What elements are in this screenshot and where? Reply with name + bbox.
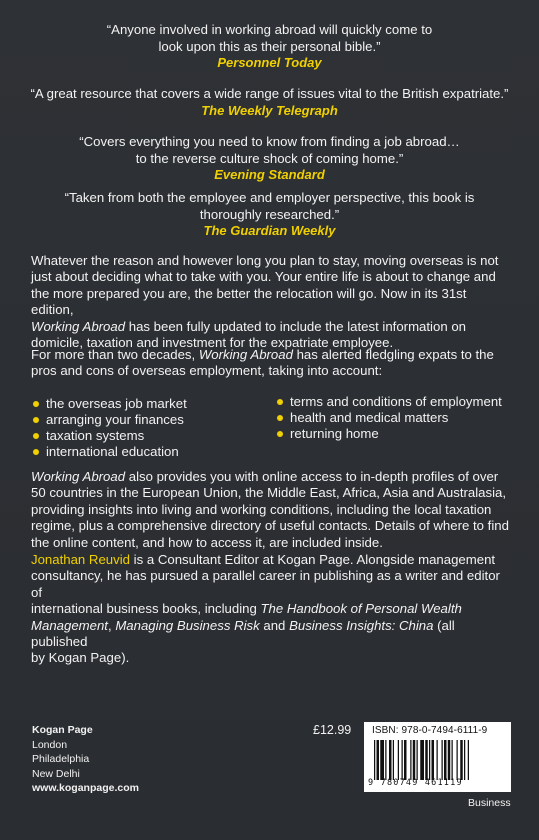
text-line: by Kogan Page). [31, 650, 130, 666]
text-line: regime, plus a comprehensive directory of useful contacts. Details of where to find [31, 518, 509, 534]
publisher-website: www.koganpage.com [32, 782, 139, 794]
list-item: international education [31, 444, 187, 460]
barcode-bar [429, 740, 430, 780]
text-line: Whatever the reason and however long you plan to stay, moving overseas is not [31, 253, 499, 268]
barcode-bar [374, 740, 375, 780]
book-title: The Handbook of Personal Wealth [260, 601, 462, 617]
category-label: Business [468, 797, 511, 809]
barcode-bar [413, 740, 416, 780]
barcode-bar [398, 740, 399, 780]
text-line: Jonathan Reuvid is a Consultant Editor at Kogan Page. Alongside management [31, 552, 496, 567]
list-item: terms and conditions of employment [275, 394, 502, 410]
publisher-name: Kogan Page [32, 724, 93, 736]
review-quote-1 [0, 22, 539, 72]
text-line: domicile, taxation and investment for the expatriate employee. [31, 335, 394, 351]
barcode-bar [377, 740, 380, 780]
barcode-bar [452, 740, 453, 780]
text-line: Working Abroad also provides you with online access to in-depth profiles of over [31, 469, 499, 484]
book-title: Managing Business Risk [115, 617, 260, 633]
barcode-bar [402, 740, 403, 780]
barcode-bar [432, 740, 435, 780]
book-title: Management [31, 617, 108, 633]
barcode-bar [404, 740, 407, 780]
topics-list-left [31, 396, 187, 460]
author-bio [31, 552, 511, 667]
list-item: health and medical matters [275, 410, 502, 426]
book-title: Working Abroad [31, 318, 126, 334]
quote-source: The Weekly Telegraph [201, 102, 338, 118]
review-quote-2 [0, 86, 539, 119]
text-line: Management, Managing Business Risk and Business Insights: China (all published [31, 617, 455, 650]
topics-list-right [275, 394, 502, 442]
barcode-bar [460, 740, 463, 780]
list-item: taxation systems [31, 428, 187, 444]
barcode-bar [420, 740, 424, 780]
barcode-bar [425, 740, 428, 780]
text-line: 50 countries in the European Union, the Middle East, Africa, Asia and Australasia, [31, 485, 507, 501]
barcode-number: 9 780749 461119 [368, 778, 463, 788]
barcode-bar [417, 740, 418, 780]
text-line: consultancy, he has pursued a parallel career in publishing as a writer and editor of [31, 568, 500, 600]
publisher-info [32, 723, 139, 796]
barcode-bar [389, 740, 392, 780]
barcode-bar [393, 740, 394, 780]
quote-line: “Taken from both the employee and employer perspective, this book is [64, 190, 475, 205]
quote-source: Personnel Today [217, 55, 322, 70]
coverage-paragraph [31, 347, 511, 380]
quote-line: to the reverse culture shock of coming home.” [135, 150, 404, 166]
barcode-block [364, 722, 511, 792]
publisher-city: New Delhi [32, 767, 80, 780]
barcode-bar [457, 740, 458, 780]
quote-line: look upon this as their personal bible.” [158, 38, 381, 54]
text-line: international business books, including The Handbook of Personal Wealth [31, 601, 462, 617]
barcode-image [374, 740, 502, 780]
publisher-city: London [32, 738, 68, 751]
quote-source: The Guardian Weekly [203, 223, 336, 238]
text-line: For more than two decades, Working Abroad has alerted fledgling expats to the [31, 347, 494, 362]
barcode-bar [444, 740, 447, 780]
review-quote-3 [0, 134, 539, 184]
text-line: just about deciding what to take with you. Your entire life is about to change and [31, 269, 496, 285]
quote-line: “Anyone involved in working abroad will quickly come to [106, 22, 433, 37]
barcode-bar [410, 740, 411, 780]
text-line: the more prepared you are, the better the relocation will go. Now in its 31st edition, [31, 285, 467, 318]
barcode-bar [464, 740, 465, 780]
text-line: pros and cons of overseas employment, taking into account: [31, 363, 383, 379]
list-item: returning home [275, 426, 502, 442]
online-access-paragraph [31, 469, 511, 551]
barcode-bar [385, 740, 386, 780]
isbn-label: ISBN: 978-0-7494-6111-9 [372, 725, 488, 736]
price: £12.99 [313, 723, 352, 737]
barcode-bar [437, 740, 438, 780]
book-title: Working Abroad [198, 347, 293, 362]
quote-line: “A great resource that covers a wide range of issues vital to the British expatriate.” [30, 86, 509, 101]
list-item: the overseas job market [31, 396, 187, 412]
book-title: Working Abroad [31, 469, 126, 484]
barcode-bar [380, 740, 384, 780]
quote-line: thoroughly researched.” [199, 206, 340, 222]
barcode-bar [448, 740, 451, 780]
quote-line: “Covers everything you need to know from finding a job abroad… [79, 134, 460, 149]
text-line: the online content, and how to access it, are included inside. [31, 534, 383, 550]
review-quote-4 [0, 190, 539, 240]
quote-source: Evening Standard [214, 167, 325, 182]
text-line: providing insights into living and working conditions, including the local taxation [31, 501, 492, 517]
text-line: Working Abroad has been fully updated to include the latest information on [31, 318, 466, 334]
publisher-city: Philadelphia [32, 753, 90, 765]
barcode-bar [468, 740, 469, 780]
barcode-bar [442, 740, 443, 780]
intro-paragraph [31, 253, 511, 351]
author-name: Jonathan Reuvid [31, 552, 130, 567]
book-title: Business Insights: China [289, 617, 434, 633]
list-item: arranging your finances [31, 412, 187, 428]
